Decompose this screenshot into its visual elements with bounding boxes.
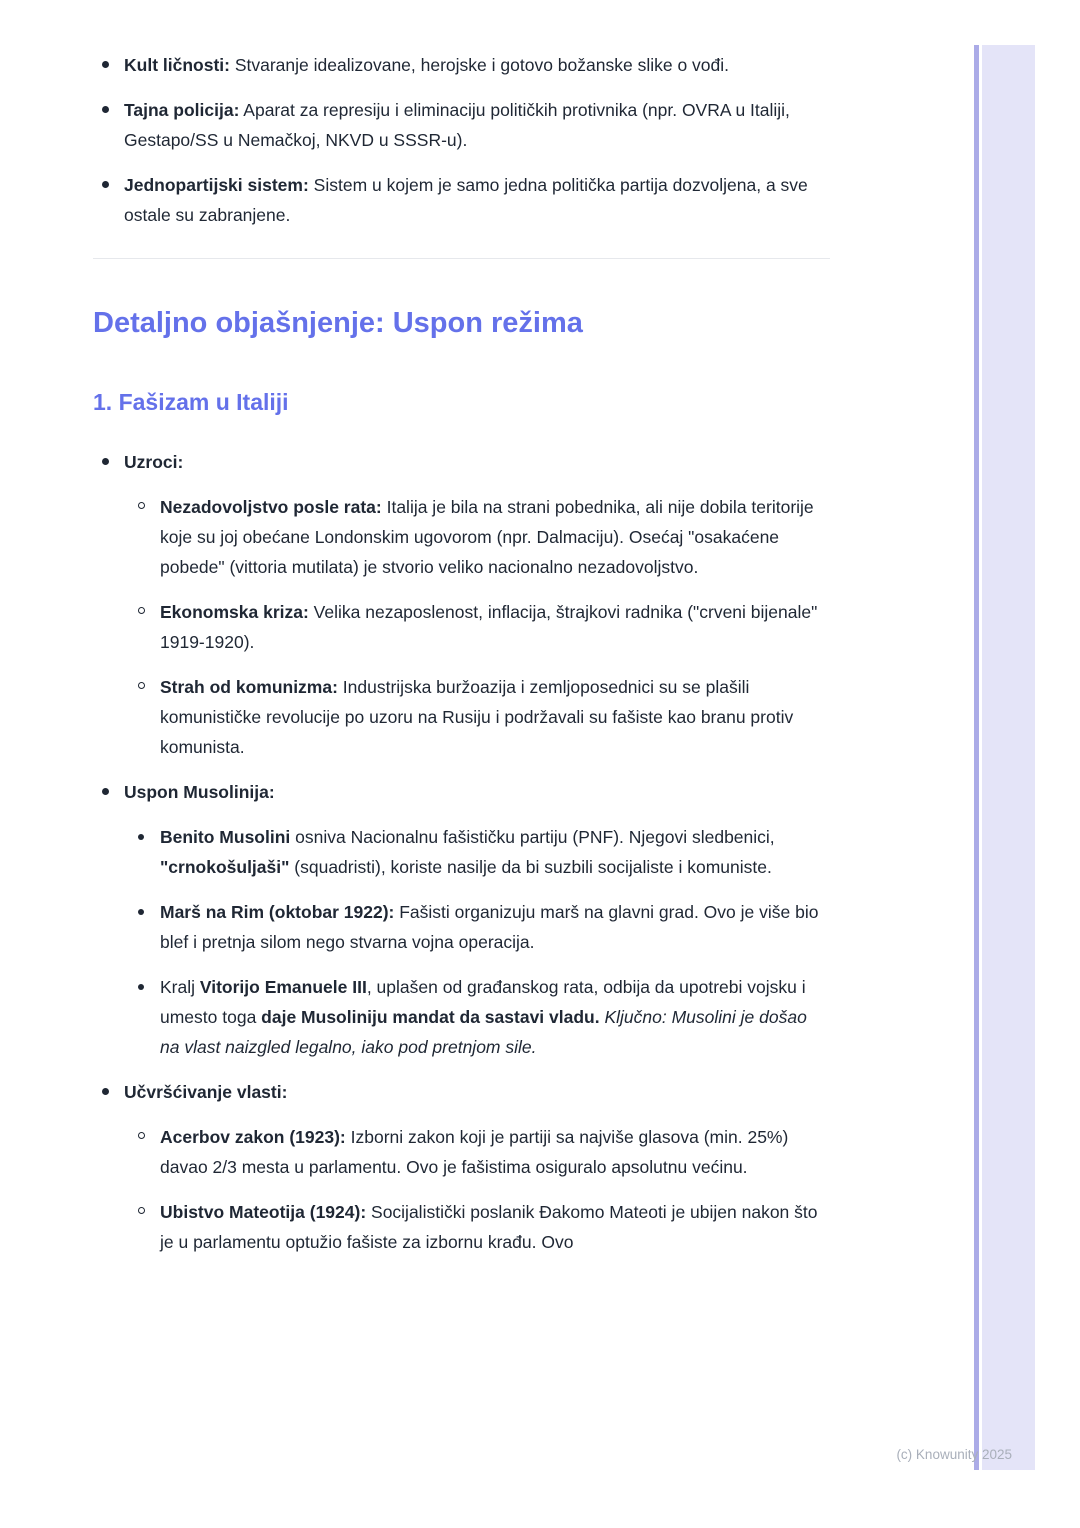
text-segment: Nezadovoljstvo posle rata: <box>160 497 382 517</box>
list-item <box>93 822 830 882</box>
circle-bullet-icon <box>138 1132 145 1139</box>
list-item-text <box>160 1127 788 1177</box>
text-segment: Jednopartijski sistem: <box>124 175 309 195</box>
circle-bullet-icon <box>138 502 145 509</box>
list-item-text <box>160 677 793 757</box>
circle-bullet-icon <box>138 607 145 614</box>
disc-bullet-icon <box>102 61 109 68</box>
disc-bullet-icon <box>102 181 109 188</box>
text-segment: Benito Musolini <box>160 827 291 847</box>
text-segment: Uspon Musolinija: <box>124 782 275 802</box>
list-item <box>93 972 830 1062</box>
disc-bullet-icon <box>138 909 144 915</box>
text-segment: Fašisti organizuju marš na glavni grad. Ovo je više bio blef i pretnja silom nego stvarna vojna operacija. <box>160 902 819 952</box>
bullet-list <box>93 1077 830 1107</box>
text-segment: Acerbov zakon (1923): <box>160 1127 346 1147</box>
list-item <box>93 897 830 957</box>
list-item <box>93 672 830 762</box>
list-item <box>93 447 830 477</box>
bullet-list <box>93 447 830 477</box>
list-item-text <box>160 497 814 577</box>
section-divider <box>93 258 830 259</box>
list-item-text <box>160 602 817 652</box>
text-segment: Ekonomska kriza: <box>160 602 309 622</box>
text-segment: Ubistvo Mateotija (1924): <box>160 1202 367 1222</box>
list-item <box>93 95 830 155</box>
text-segment: Strah od komunizma: <box>160 677 338 697</box>
list-item-text <box>124 782 275 802</box>
text-segment: Uzroci: <box>124 452 184 472</box>
text-segment: , uplašen od građanskog rata, odbija da upotrebi vojsku i umesto toga <box>160 977 806 1027</box>
list-item-text <box>124 55 729 75</box>
bullet-list <box>93 50 830 230</box>
scrollbar-track[interactable] <box>982 45 1035 1470</box>
disc-bullet-icon <box>102 1088 109 1095</box>
text-segment: Vitorijo Emanuele III <box>199 977 367 997</box>
list-item-text <box>160 827 775 877</box>
text-segment: Učvršćivanje vlasti: <box>124 1082 288 1102</box>
circle-bullet-icon <box>138 682 145 689</box>
text-segment: Izborni zakon koji je partiji sa najviše glasova (min. 25%) davao 2/3 mesta u parlamentu. Ovo je fašistima osiguralo apsolutnu većinu. <box>160 1127 789 1177</box>
list-item-text <box>160 1202 818 1252</box>
text-segment: "crnokošuljaši" <box>160 857 290 877</box>
text-segment: Italija je bila na strani pobednika, ali nije dobila teritorije koje su joj obećane Londonskim ugovorom (npr. Dalmaciju). Osećaj "osakaćene pobede" (vittoria mutilata) je stvorio veliko nacionalno nezadovoljstvo. <box>160 497 814 577</box>
disc-bullet-icon <box>138 834 144 840</box>
bullet-list <box>93 492 830 762</box>
list-item-text <box>124 175 808 225</box>
text-segment: (squadristi), koriste nasilje da bi suzbili socijaliste i komuniste. <box>289 857 772 877</box>
document-content <box>93 50 830 1272</box>
text-segment: osniva Nacionalnu fašističku partiju (PNF). Njegovi sledbenici, <box>290 827 775 847</box>
disc-bullet-icon <box>102 106 109 113</box>
list-item-text <box>124 1082 287 1102</box>
disc-bullet-icon <box>102 788 109 795</box>
text-segment: daje Musoliniju mandat da sastavi vladu. <box>261 1007 600 1027</box>
text-segment: Industrijska buržoazija i zemljoposednici su se plašili komunističke revolucije po uzoru na Rusiju i podržavali su fašiste kao branu protiv komunista. <box>160 677 794 757</box>
disc-bullet-icon <box>138 984 144 990</box>
list-item <box>93 1197 830 1257</box>
copyright-watermark: (c) Knowunity 2025 <box>896 1447 1012 1462</box>
list-item-text <box>160 977 807 1057</box>
section-heading: Detaljno objašnjenje: Uspon režima <box>93 307 583 339</box>
text-segment: Kult ličnosti: <box>124 55 230 75</box>
list-item <box>93 492 830 582</box>
list-item-text <box>124 100 790 150</box>
list-item <box>93 597 830 657</box>
text-segment: Tajna policija: <box>124 100 240 120</box>
text-segment: Ključno: Musolini je došao na vlast naizgled legalno, iako pod pretnjom sile. <box>160 1007 807 1057</box>
text-segment: Aparat za represiju i eliminaciju političkih protivnika (npr. OVRA u Italiji, Gestapo/SS u Nemačkoj, NKVD u SSSR-u). <box>124 100 790 150</box>
list-item <box>93 1122 830 1182</box>
text-segment: Socijalistički poslanik Đakomo Mateoti je ubijen nakon što je u parlamentu optužio fašiste za izbornu krađu. Ovo <box>160 1202 818 1252</box>
list-item-text <box>160 902 818 952</box>
list-item <box>93 777 830 807</box>
list-item <box>93 170 830 230</box>
bullet-list <box>93 1122 830 1257</box>
list-item-text <box>124 452 183 472</box>
text-segment: Stvaranje idealizovane, herojske i gotovo božanske slike o vođi. <box>229 55 730 75</box>
text-segment: Kralj <box>160 977 200 997</box>
text-segment: Velika nezaposlenost, inflacija, štrajkovi radnika ("crveni bijenale" 1919-1920). <box>160 602 818 652</box>
list-item <box>93 1077 830 1107</box>
scrollbar-edge <box>974 45 979 1470</box>
list-item <box>93 50 830 80</box>
disc-bullet-icon <box>102 458 109 465</box>
circle-bullet-icon <box>138 1207 145 1214</box>
text-segment: Sistem u kojem je samo jedna politička partija dozvoljena, a sve ostale su zabranjene. <box>124 175 808 225</box>
bullet-list <box>93 777 830 807</box>
bullet-list <box>93 822 830 1062</box>
subsection-heading: 1. Fašizam u Italiji <box>93 389 289 415</box>
text-segment: Marš na Rim (oktobar 1922): <box>160 902 395 922</box>
